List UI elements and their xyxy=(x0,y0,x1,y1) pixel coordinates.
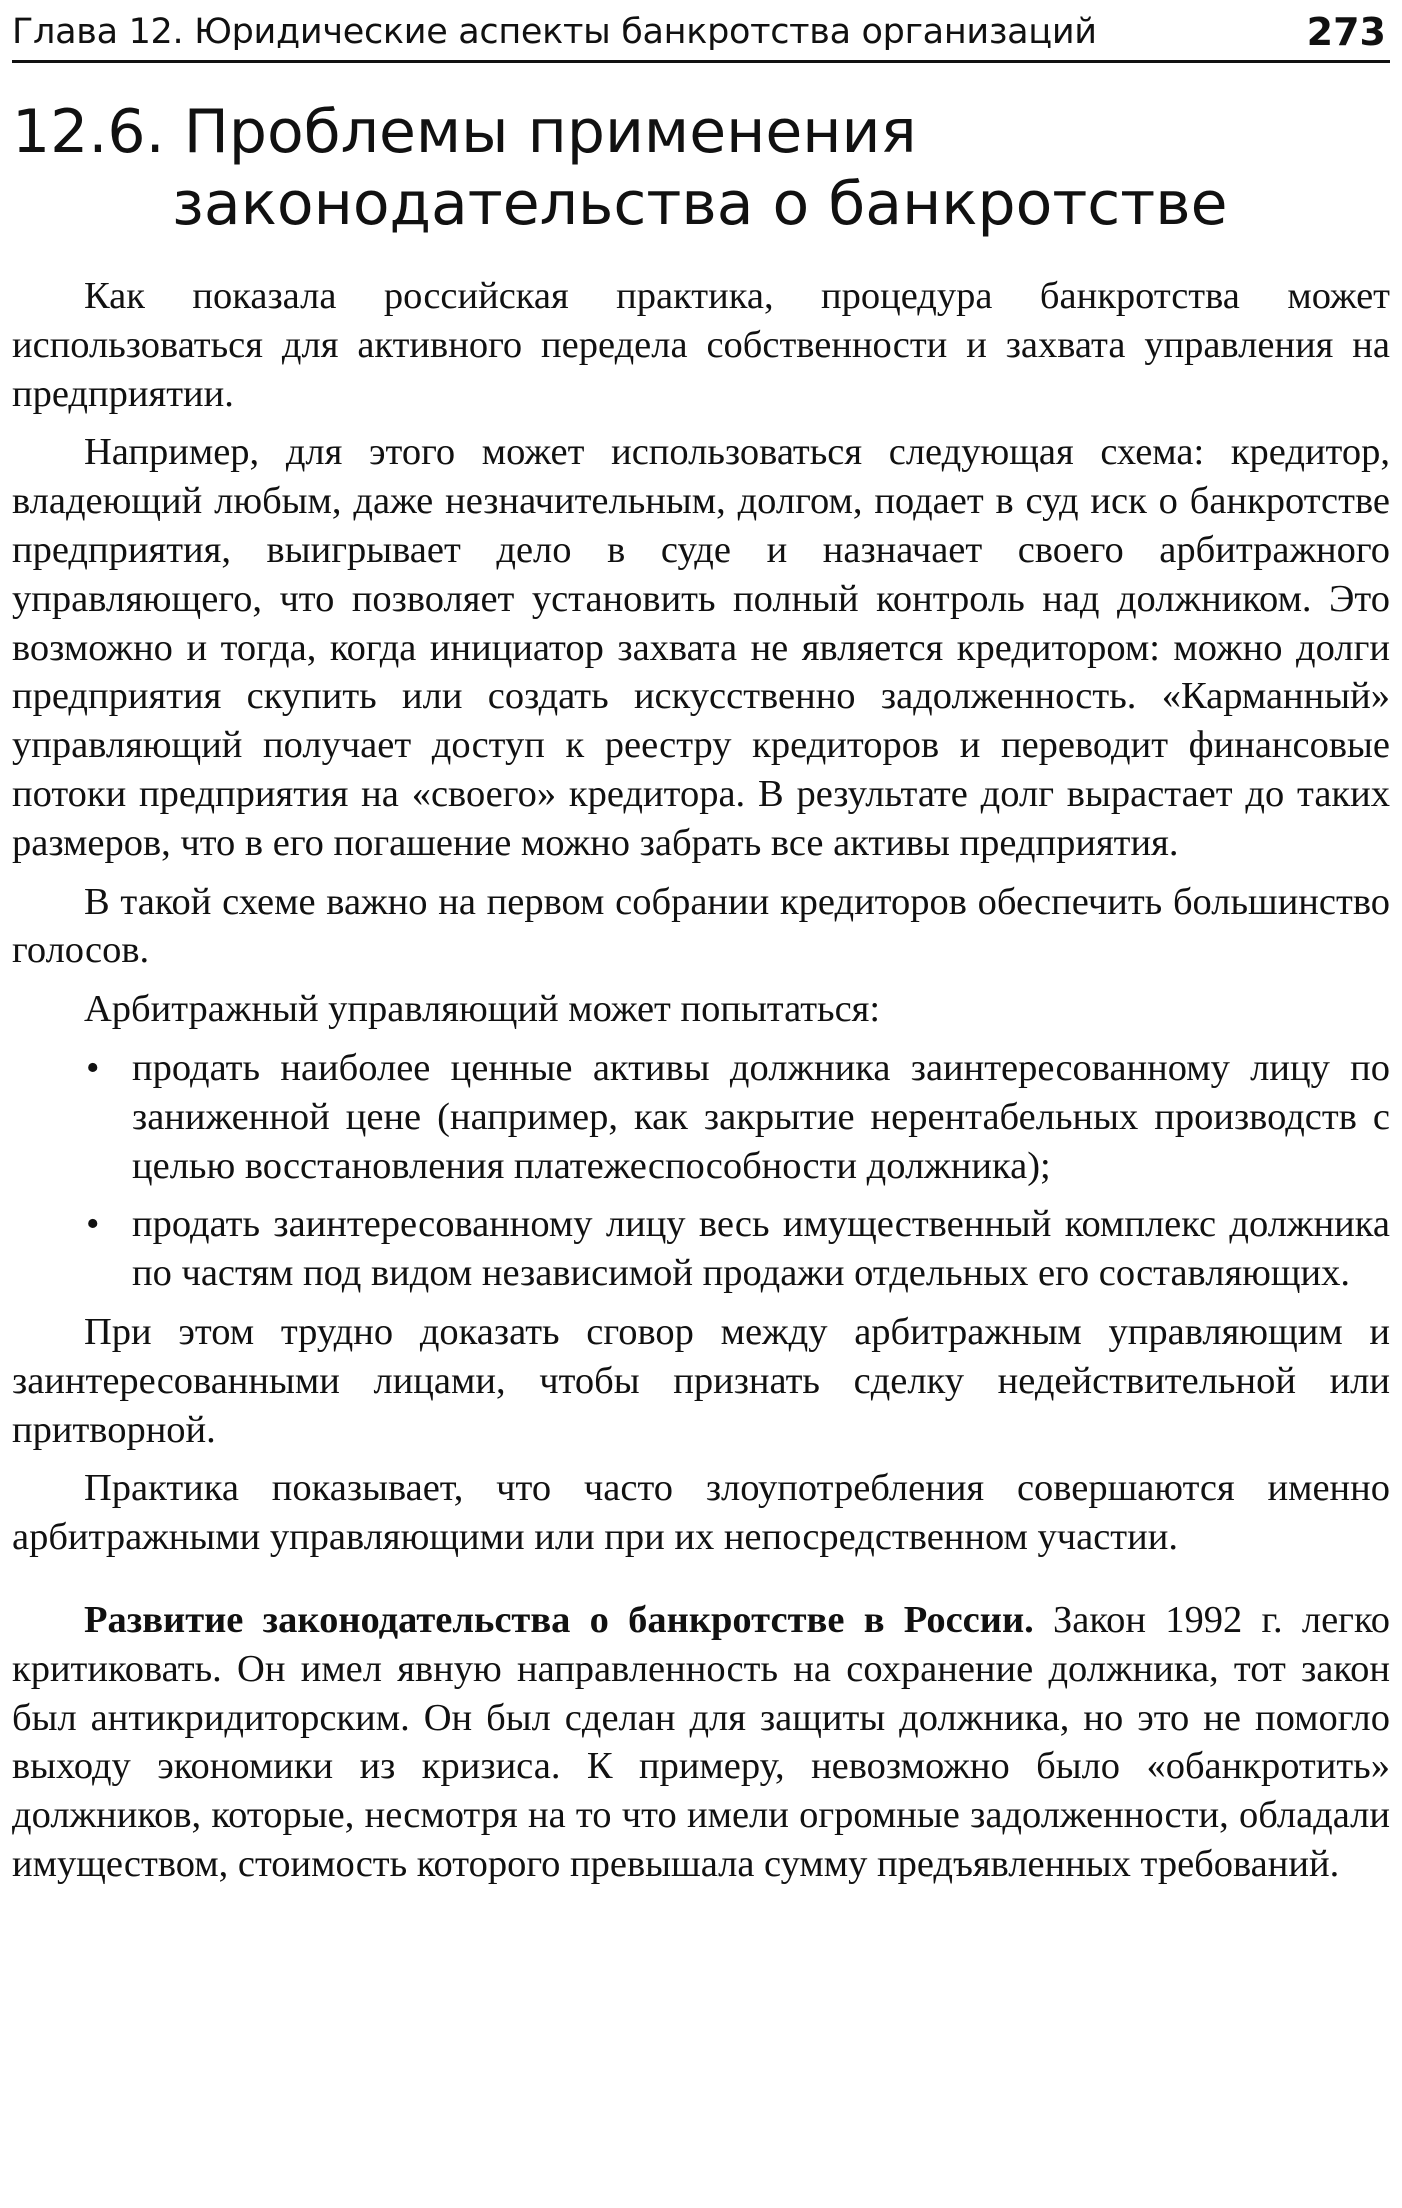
list-item-text: продать наиболее ценные активы должника заинтересованному лицу по заниженной цене (например, как закрытие нерентабельных производств с целью восстановления платежеспособности должника); xyxy=(132,1046,1390,1187)
bullet-mark: • xyxy=(86,1046,100,1089)
bullet-mark: • xyxy=(86,1203,100,1246)
body-text xyxy=(12,272,1390,1899)
page-number: 273 xyxy=(1306,10,1386,54)
paragraph-2: Например, для этого может использоваться следующая схема: кредитор, владеющий любым, даже незначительным, долгом, подает в суд иск о банкротстве предприятия, выигрывает дело в суде и назначает своего арбитражного управляющего, что позволяет установить полный контроль над должником. Это возможно и тогда, когда инициатор захвата не является кредитором: можно долги предприятия скупить или создать искусственно задолженность. «Карманный» управляющий получает доступ к реестру кредиторов и переводит финансовые потоки предприятия на «своего» кредитора. В результате долг вырастает до таких размеров, что в его погашение можно забрать все активы предприятия. xyxy=(12,431,1390,864)
section-heading xyxy=(12,96,1228,240)
paragraph-7 xyxy=(12,1596,1390,1889)
paragraph-7-text: Закон 1992 г. легко критиковать. Он имел явную направленность на сохранение должника, тот закон был антикридиторским. Он был сделан для защиты должника, но это не помогло выходу экономики из кризиса. К примеру, невозможно было «обанкротить» должников, которые, несмотря на то что имели огромные задолженности, обладали имуществом, стоимость которого превышала сумму предъявленных требований. xyxy=(12,1598,1390,1885)
list-item-text: продать заинтересованному лицу весь имущественный комплекс должника по частям под видом независимой продажи отдельных его составляющих. xyxy=(132,1203,1390,1295)
paragraph-7-lead: Развитие законодательства о банкротстве в России. xyxy=(84,1598,1034,1641)
paragraph-4: Арбитражный управляющий может попытаться: xyxy=(84,988,881,1031)
running-head xyxy=(12,8,1390,63)
paragraph-5: При этом трудно доказать сговор между арбитражным управляющим и заинтересованными лицами, чтобы признать сделку недействительной или притворной. xyxy=(12,1310,1390,1451)
paragraph-1: Как показала российская практика, процедура банкротства может использоваться для активного передела собственности и захвата управления на предприятии. xyxy=(12,275,1390,415)
chapter-title: Глава 12. Юридические аспекты банкротства организаций xyxy=(12,12,1097,52)
book-page xyxy=(12,0,1390,2208)
list-item xyxy=(12,1044,1390,1190)
paragraph-6: Практика показывает, что часто злоупотребления совершаются именно арбитражными управляющими или при их непосредственном участии. xyxy=(12,1467,1390,1559)
section-heading-line-2: законодательства о банкротстве xyxy=(172,169,1228,239)
bullet-list xyxy=(12,1044,1390,1298)
list-item xyxy=(12,1200,1390,1298)
section-heading-line-1: 12.6. Проблемы применения xyxy=(12,97,917,167)
paragraph-3: В такой схеме важно на первом собрании кредиторов обеспечить большинство голосов. xyxy=(12,880,1390,972)
